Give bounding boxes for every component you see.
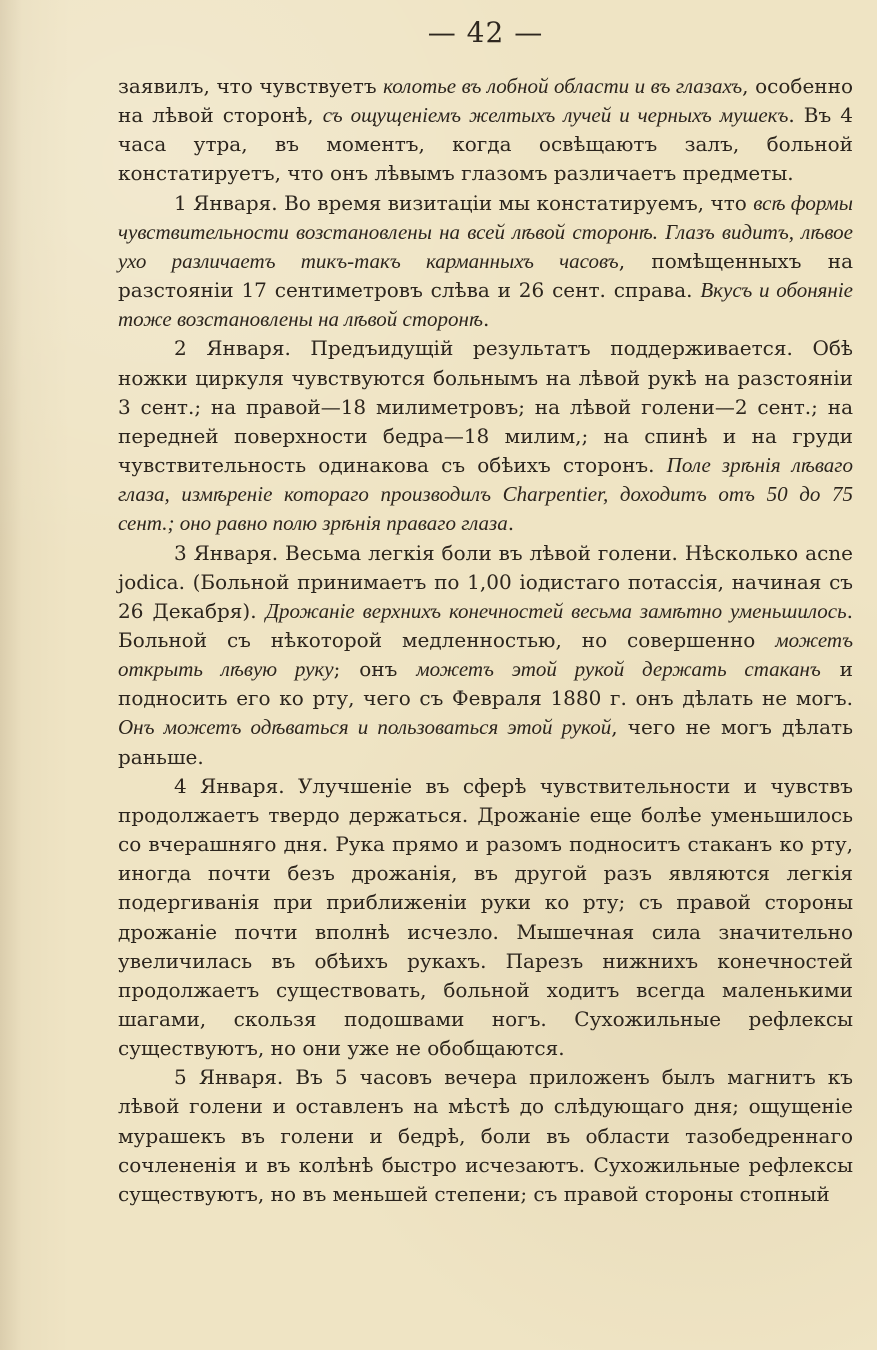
paragraph-4-segment-4: можетъ открыть лѣвую руку xyxy=(118,627,853,682)
paragraph-2 xyxy=(118,189,853,335)
paragraph-4-segment-8: Онъ можетъ одѣваться и пользоваться этой рукой xyxy=(118,715,612,740)
paragraph-4-segment-1: 3 Января. Весьма легкія боли въ лѣвой голени. Нѣсколько acne jodica. (Больной принимаетъ по 1,00 іодистаго потассія, начиная съ 26 Декабря). xyxy=(118,540,853,623)
paragraph-3-segment-2: Поле зрѣнія лѣваго глаза, измѣреніе котораго производилъ Charpentier, доходитъ отъ 50 до 75 сент.; оно равно полю зрѣнія праваго глаза xyxy=(118,453,854,536)
paragraph-1-segment-1: заявилъ, что чувствуетъ xyxy=(118,74,384,98)
paragraph-2-segment-5: . xyxy=(482,307,490,332)
paragraph-4 xyxy=(118,539,853,772)
paragraph-5 xyxy=(118,772,853,1064)
paragraph-1-segment-3: , особенно на лѣвой сторонѣ, xyxy=(118,74,853,128)
paragraph-5-segment-1: 4 Января. Улучшеніе въ сферѣ чувствительности и чувствъ продолжаетъ твердо держаться. Дрожаніе еще болѣе уменьшилось со вчерашняго дня. Рука прямо и разомъ подноситъ стаканъ ко рту, иногда почти безъ дрожанія, въ другой разъ являются легкія подергиванія при приближеніи руки ко рту; съ правой стороны дрожаніе почти вполнѣ исчезло. Мышечная сила значительно увеличилась въ обѣихъ рукахъ. Парезъ нижнихъ конечностей продолжаетъ существовать, больной ходитъ всегда маленькими шагами, скользя подошвами ногъ. Сухожильные рефлексы существуютъ, но они уже не обобщаются. xyxy=(118,773,853,1061)
body-text xyxy=(118,72,853,1209)
paragraph-3-segment-1: 2 Января. Предъидущій результатъ поддерживается. Обѣ ножки циркуля чувствуются больнымъ на лѣвой рукѣ на разстояніи 3 сент.; на правой—18 милиметровъ; на лѣвой голени—2 сент.; на передней поверхности бедра—18 милим,; на спинѣ и на груди чувствительность одинакова съ обѣихъ сторонъ. xyxy=(118,336,853,478)
paragraph-2-segment-2: всѣ формы чувствительности возстановлены на всей лѣвой сторонѣ. Глазъ видитъ, лѣвое ухо различаетъ тикъ-такъ карманныхъ часовъ xyxy=(118,190,853,273)
paragraph-6 xyxy=(118,1063,853,1209)
paragraph-4-segment-6: можетъ этой рукой держать стаканъ xyxy=(416,657,821,682)
paragraph-3-segment-3: . xyxy=(507,511,515,536)
paragraph-6-segment-1: 5 Января. Въ 5 часовъ вечера приложенъ былъ магнитъ къ лѣвой голени и оставленъ на мѣстѣ до слѣдующаго дня; ощущеніе мурашекъ въ голени и бедрѣ, боли въ области тазобедреннаго сочлененія и въ колѣнѣ быстро исчезаютъ. Сухожильные рефлексы существуютъ, но въ меньшей степени; съ правой стороны стопный xyxy=(118,1065,853,1206)
paragraph-3 xyxy=(118,334,853,538)
paragraph-2-segment-1: 1 Января. Во время визитаціи мы констатируемъ, что xyxy=(174,190,754,215)
paragraph-4-segment-7: и подносить его ко рту, чего съ Февраля 1880 г. онъ дѣлать не могъ. xyxy=(118,657,854,711)
paragraph-1-segment-2: колотье въ лобной области и въ глазахъ xyxy=(383,74,743,98)
paragraph-4-segment-9: , чего не могъ дѣлать раньше. xyxy=(118,715,853,769)
paragraph-2-segment-3: , помѣщенныхъ на разстояніи 17 сентиметровъ слѣва и 26 сент. справа. xyxy=(118,248,854,303)
paragraph-1 xyxy=(118,72,853,189)
paragraph-1-segment-4: съ ощущеніемъ желтыхъ лучей и черныхъ мушекъ xyxy=(322,103,789,128)
paragraph-4-segment-2: Дрожаніе верхнихъ конечностей весьма замѣтно уменьшилось xyxy=(265,598,847,623)
page-number: — 42 — xyxy=(427,16,544,49)
paragraph-4-segment-3: . Больной съ нѣкоторой медленностью, но совершенно xyxy=(118,598,853,652)
paragraph-4-segment-5: ; онъ xyxy=(333,657,417,682)
paragraph-2-segment-4: Вкусъ и обоняніе тоже возстановлены на лѣвой сторонѣ xyxy=(118,278,853,332)
paragraph-1-segment-5: . Въ 4 часа утра, въ моментъ, когда освѣщаютъ залъ, больной констатируетъ, что онъ лѣвымъ глазомъ различаетъ предметы. xyxy=(118,103,853,186)
